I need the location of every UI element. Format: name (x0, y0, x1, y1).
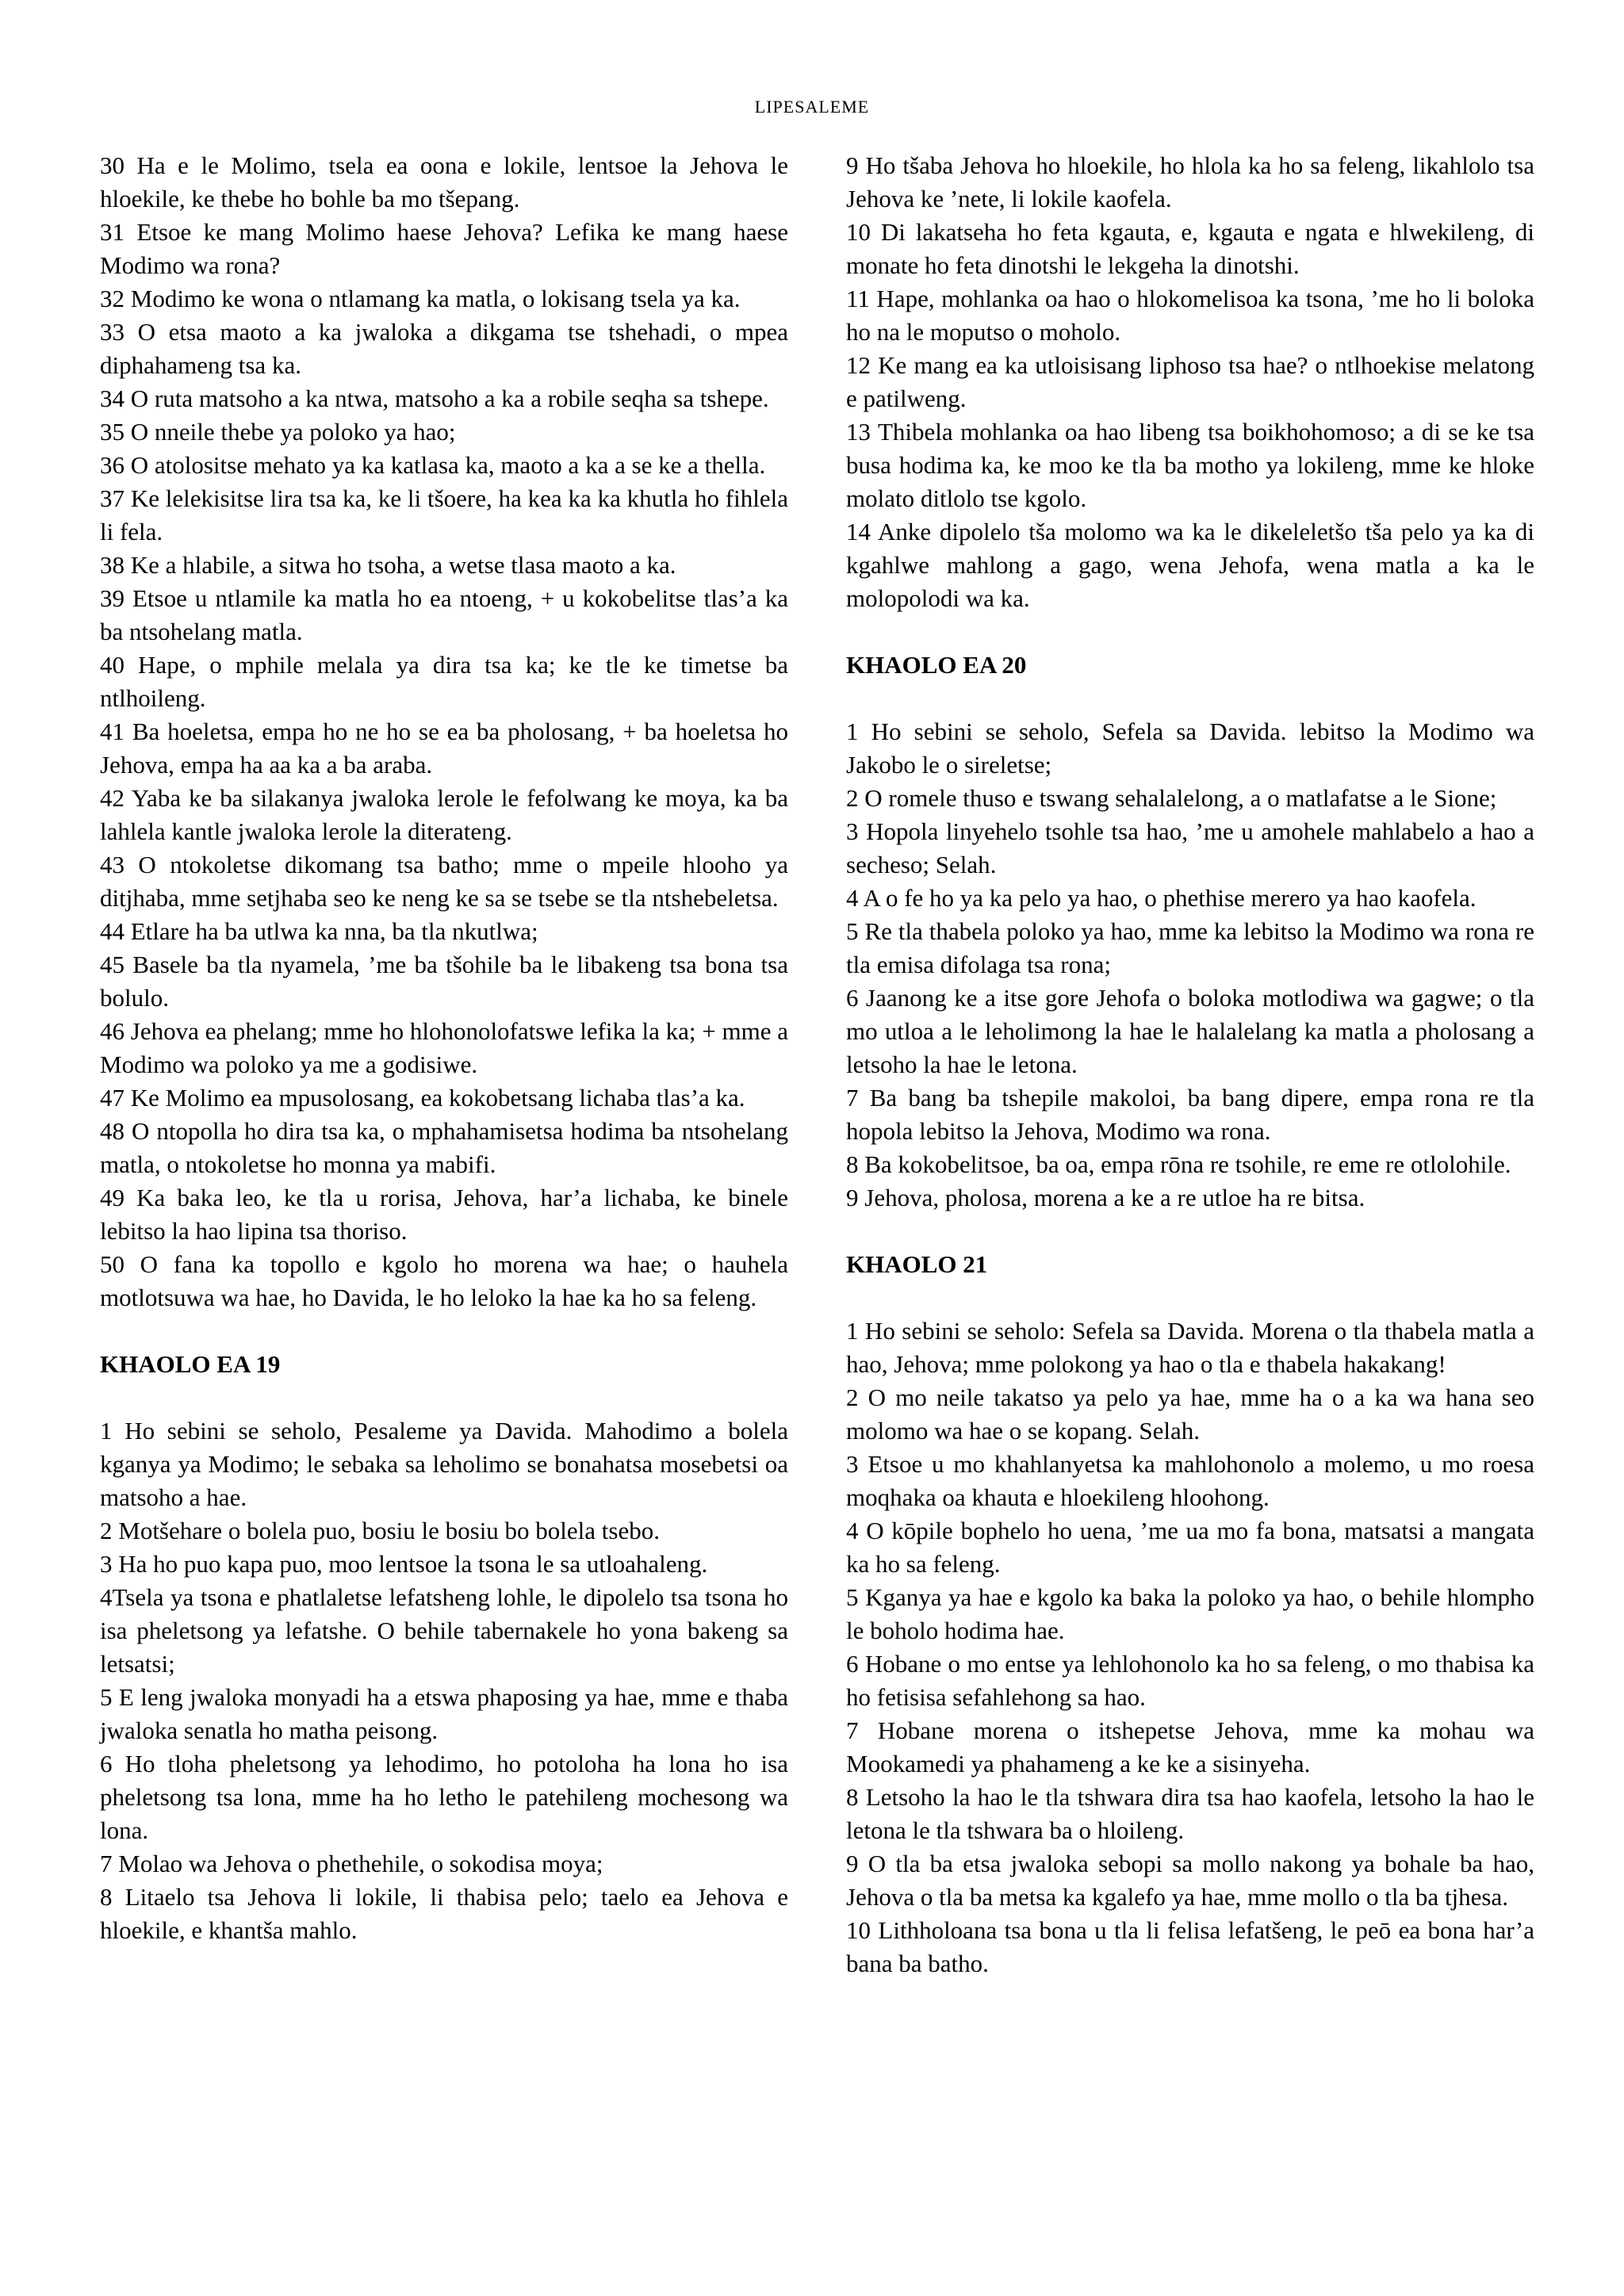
verse: 5 Kganya ya hae e kgolo ka baka la poloko ya hao, o behile hlompho le boholo hodima hae. (846, 1583, 1534, 1644)
verse: 5 E leng jwaloka monyadi ha a etswa phaposing ya hae, mme e thaba jwaloka senatla ho matha peisong. (100, 1683, 788, 1744)
verse: 8 Letsoho la hao le tla tshwara dira tsa hao kaofela, letsoho la hao le letona le tla tshwara ba o hloileng. (846, 1783, 1534, 1844)
verse: 8 Ba kokobelitsoe, ba oa, empa rōna re tsohile, re eme re otlolohile. (846, 1150, 1511, 1178)
chapter-heading: KHAOLO 21 (846, 1250, 988, 1278)
running-header: LIPESALEME (754, 97, 870, 117)
chapter-heading: KHAOLO EA 19 (100, 1350, 281, 1378)
verse: 14 Anke dipolelo tša molomo wa ka le dikeleletšo tša pelo ya ka di kgahlwe mahlong a gago, wena Jehofa, wena matla a ka le molopolodi wa ka. (846, 518, 1534, 612)
verse: 43 O ntokoletse dikomang tsa batho; mme o mpeile hlooho ya ditjhaba, mme setjhaba seo ke neng ke sa se tsebe se tla ntshebeletsa. (100, 851, 788, 912)
right-column (846, 149, 1534, 1980)
verse-group (846, 1314, 1534, 1980)
verse: 9 Ho tšaba Jehova ho hloekile, ho hlola ka ho sa feleng, likahlolo tsa Jehova ke ’nete, li lokile kaofela. (846, 151, 1534, 212)
verse: 3 Etsoe u mo khahlanyetsa ka mahlohonolo a molemo, u mo roesa moqhaka oa khauta e hloekileng hloohong. (846, 1450, 1534, 1511)
verse: 46 Jehova ea phelang; mme ho hlohonolofatswe lefika la ka; + mme a Modimo wa poloko ya me a godisiwe. (100, 1017, 788, 1078)
verse: 9 Jehova, pholosa, morena a ke a re utloe ha re bitsa. (846, 1184, 1365, 1211)
verse: 3 Ha ho puo kapa puo, moo lentsoe la tsona le sa utloahaleng. (100, 1550, 708, 1578)
verse: 13 Thibela mohlanka oa hao libeng tsa boikhohomoso; a di se ke tsa busa hodima ka, ke moo ke tla ba motho ya lokileng, mme ke hloke molato ditlolo tse kgolo. (846, 418, 1534, 512)
verse: 30 Ha e le Molimo, tsela ea oona e lokile, lentsoe la Jehova le hloekile, ke thebe ho bohle ba mo tšepang. (100, 151, 788, 212)
verse: 5 Re tla thabela poloko ya hao, mme ka lebitso la Modimo wa rona re tla emisa difolaga tsa rona; (846, 917, 1534, 978)
verse: 49 Ka baka leo, ke tla u rorisa, Jehova, har’a lichaba, ke binele lebitso la hao lipina tsa thoriso. (100, 1184, 788, 1245)
verse-group (100, 149, 788, 1314)
verse: 40 Hape, o mphile melala ya dira tsa ka; ke tle ke timetse ba ntlhoileng. (100, 651, 788, 712)
verse: 44 Etlare ha ba utlwa ka nna, ba tla nkutlwa; (100, 917, 538, 945)
verse: 1 Ho sebini se seholo: Sefela sa Davida. Morena o tla thabela matla a hao, Jehova; mme polokong ya hao o tla e thabela hakakang! (846, 1317, 1534, 1378)
verse: 45 Basele ba tla nyamela, ’me ba tšohile ba le libakeng tsa bona tsa bolulo. (100, 951, 788, 1012)
verse: 6 Ho tloha pheletsong ya lehodimo, ho potoloha ha lona ho isa pheletsong tsa lona, mme ha ho letho le patehileng mochesong wa lona. (100, 1750, 788, 1844)
verse: 33 O etsa maoto a ka jwaloka a dikgama tse tshehadi, o mpea diphahameng tsa ka. (100, 318, 788, 379)
verse: 7 Ba bang ba tshepile makoloi, ba bang dipere, empa rona re tla hopola lebitso la Jehova, Modimo wa rona. (846, 1084, 1534, 1145)
verse: 12 Ke mang ea ka utloisisang liphoso tsa hae? o ntlhoekise melatong e patilweng. (846, 351, 1534, 412)
verse: 11 Hape, mohlanka oa hao o hlokomelisoa ka tsona, ’me ho li boloka ho na le moputso o moholo. (846, 285, 1534, 346)
verse-group (846, 715, 1534, 1215)
verse: 37 Ke lelekisitse lira tsa ka, ke li tšoere, ha kea ka ka khutla ho fihlela li fela. (100, 484, 788, 545)
verse: 34 O ruta matsoho a ka ntwa, matsoho a ka a robile seqha sa tshepe. (100, 385, 769, 412)
verse-group (846, 149, 1534, 615)
verse: 42 Yaba ke ba silakanya jwaloka lerole le fefolwang ke moya, ka ba lahlela kantle jwaloka lerole la diterateng. (100, 784, 788, 845)
verse: 48 O ntopolla ho dira tsa ka, o mphahamisetsa hodima ba ntsohelang matla, o ntokoletse ho monna ya mabifi. (100, 1117, 788, 1178)
verse: 3 Hopola linyehelo tsohle tsa hao, ’me u amohele mahlabelo a hao a secheso; Selah. (846, 817, 1534, 878)
verse: 1 Ho sebini se seholo, Pesaleme ya Davida. Mahodimo a bolela kganya ya Modimo; le sebaka sa leholimo se bonahatsa mosebetsi oa matsoho a hae. (100, 1417, 788, 1511)
verse: 4Tsela ya tsona e phatlaletse lefatsheng lohle, le dipolelo tsa tsona ho isa pheletsong ya lefatshe. O behile tabernakele ho yona bakeng sa letsatsi; (100, 1583, 788, 1678)
verse: 4 O kōpile bophelo ho uena, ’me ua mo fa bona, matsatsi a mangata ka ho sa feleng. (846, 1517, 1534, 1578)
verse: 39 Etsoe u ntlamile ka matla ho ea ntoeng, + u kokobelitse tlas’a ka ba ntsohelang matla. (100, 584, 788, 645)
verse: 6 Hobane o mo entse ya lehlohonolo ka ho sa feleng, o mo thabisa ka ho fetisisa sefahlehong sa hao. (846, 1650, 1534, 1711)
verse: 2 O romele thuso e tswang sehalalelong, a o matlafatse a le Sione; (846, 784, 1497, 812)
verse: 41 Ba hoeletsa, empa ho ne ho se ea ba pholosang, + ba hoeletsa ho Jehova, empa ha aa ka a ba araba. (100, 718, 788, 779)
verse: 7 Hobane morena o itshepetse Jehova, mme ka mohau wa Mookamedi ya phahameng a ke ke a sisinyeha. (846, 1716, 1534, 1777)
verse: 31 Etsoe ke mang Molimo haese Jehova? Lefika ke mang haese Modimo wa rona? (100, 218, 788, 279)
verse: 35 O nneile thebe ya poloko ya hao; (100, 418, 456, 446)
verse: 7 Molao wa Jehova o phethehile, o sokodisa moya; (100, 1850, 603, 1877)
verse: 36 O atolositse mehato ya ka katlasa ka, maoto a ka a se ke a thella. (100, 451, 766, 479)
verse: 10 Lithholoana tsa bona u tla li felisa lefatšeng, le peō ea bona har’a bana ba batho. (846, 1916, 1534, 1977)
verse: 50 O fana ka topollo e kgolo ho morena wa hae; o hauhela motlotsuwa wa hae, ho Davida, le ho leloko la hae ka ho sa feleng. (100, 1250, 788, 1311)
verse: 6 Jaanong ke a itse gore Jehofa o boloka motlodiwa wa gagwe; o tla mo utloa a le leholimong la hae le halalelang ka matla a pholosang a letsoho la hae le letona. (846, 984, 1534, 1078)
verse: 4 A o fe ho ya ka pelo ya hao, o phethise merero ya hao kaofela. (846, 884, 1477, 912)
verse: 47 Ke Molimo ea mpusolosang, ea kokobetsang lichaba tlas’a ka. (100, 1084, 745, 1112)
left-column (100, 149, 788, 1947)
verse: 1 Ho sebini se seholo, Sefela sa Davida. lebitso la Modimo wa Jakobo le o sireletse; (846, 718, 1534, 779)
verse: 8 Litaelo tsa Jehova li lokile, li thabisa pelo; taelo ea Jehova e hloekile, e khantša mahlo. (100, 1883, 788, 1944)
verse: 38 Ke a hlabile, a sitwa ho tsoha, a wetse tlasa maoto a ka. (100, 551, 676, 579)
verse-group (100, 1414, 788, 1947)
verse: 2 O mo neile takatso ya pelo ya hae, mme ha o a ka wa hana seo molomo wa hae o se kopang. Selah. (846, 1383, 1534, 1445)
verse: 2 Motšehare o bolela puo, bosiu le bosiu bo bolela tsebo. (100, 1517, 660, 1544)
chapter-heading: KHAOLO EA 20 (846, 651, 1027, 679)
verse: 32 Modimo ke wona o ntlamang ka matla, o lokisang tsela ya ka. (100, 285, 741, 312)
verse: 9 O tla ba etsa jwaloka sebopi sa mollo nakong ya bohale ba hao, Jehova o tla ba metsa ka kgalefo ya hae, mme mollo o tla ba tjhesa. (846, 1850, 1534, 1911)
verse: 10 Di lakatseha ho feta kgauta, e, kgauta e ngata e hlwekileng, di monate ho feta dinotshi le lekgeha la dinotshi. (846, 218, 1534, 279)
